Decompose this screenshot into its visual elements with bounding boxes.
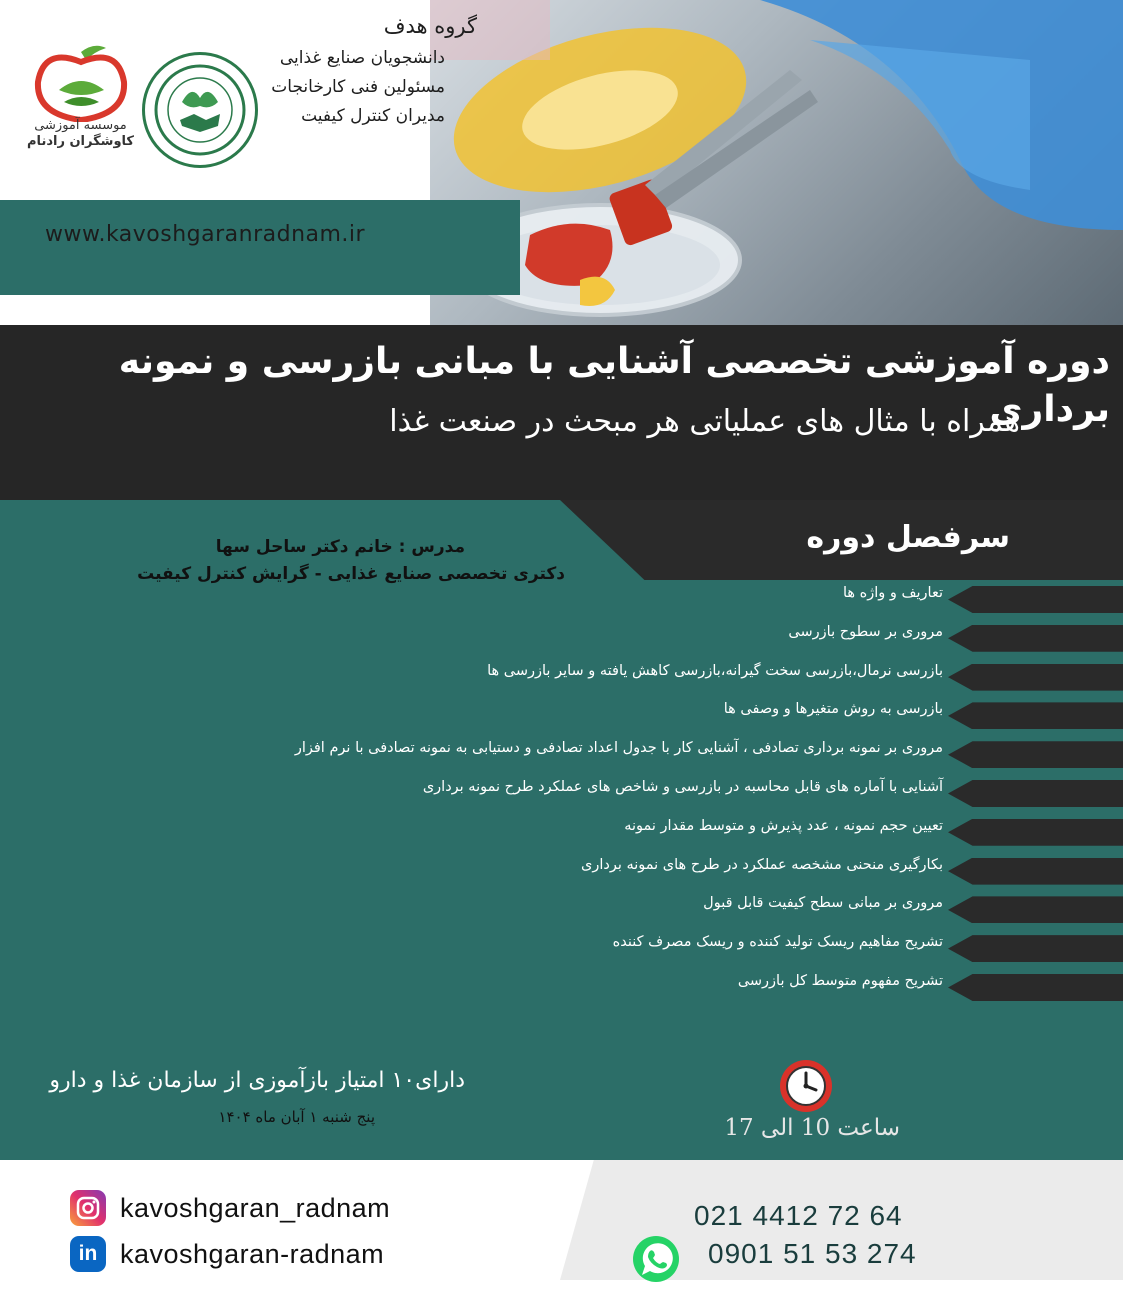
institute-name-line2: کاوشگران رادنام bbox=[27, 134, 134, 149]
syllabus-item-text: بازرسی نرمال،بازرسی سخت گیرانه،بازرسی کاهش یافته و سایر بازرسی ها bbox=[487, 662, 943, 679]
target-group-item: مسئولین فنی کارخانجات bbox=[271, 77, 445, 97]
target-group bbox=[230, 14, 485, 131]
instructor-name: مدرس : خانم دکتر ساحل سها bbox=[215, 537, 465, 557]
course-subtitle: همراه با مثال های عملیاتی هر مبحث در صنعت غذا bbox=[389, 404, 1020, 439]
syllabus-item bbox=[200, 621, 1123, 660]
arrow-marker-icon bbox=[948, 664, 1123, 691]
instagram-contact[interactable] bbox=[70, 1190, 390, 1226]
instagram-icon[interactable] bbox=[70, 1190, 106, 1226]
target-group-title: گروه هدف bbox=[383, 14, 477, 38]
syllabus-item-text: بکارگیری منحنی مشخصه عملکرد در طرح های نمونه برداری bbox=[580, 856, 943, 873]
arrow-marker-icon bbox=[948, 625, 1123, 652]
arrow-marker-icon bbox=[948, 974, 1123, 1001]
course-title: دوره آموزشی تخصصی آشنایی با مبانی بازرسی و نمونه برداری bbox=[118, 341, 1110, 430]
syllabus-item bbox=[200, 892, 1123, 931]
syllabus-item bbox=[200, 931, 1123, 970]
teal-header-strip bbox=[0, 200, 520, 295]
syllabus-item-text: مروری بر مبانی سطح کیفیت قابل قبول bbox=[703, 895, 943, 912]
syllabus-item-text: تعیین حجم نمونه ، عدد پذیرش و متوسط مقدار نمونه bbox=[624, 817, 943, 834]
linkedin-handle[interactable]: kavoshgaran-radnam bbox=[120, 1238, 385, 1269]
syllabus-list bbox=[200, 582, 1123, 1009]
linkedin-icon[interactable]: in bbox=[70, 1236, 106, 1272]
linkedin-contact[interactable] bbox=[70, 1236, 384, 1272]
syllabus-item bbox=[200, 698, 1123, 737]
syllabus-item bbox=[200, 660, 1123, 699]
lab-photo-illustration bbox=[430, 0, 1123, 330]
syllabus-item-text: مروری بر سطوح بازرسی bbox=[788, 623, 943, 640]
syllabus-title: سرفصل دوره bbox=[806, 520, 1010, 555]
arrow-marker-icon bbox=[948, 935, 1123, 962]
whatsapp-icon[interactable] bbox=[630, 1233, 682, 1285]
syllabus-item-text: آشنایی با آماره های قابل محاسبه در بازرسی و شاخص های عملکرد طرح نمونه برداری bbox=[422, 778, 943, 795]
header-photo-lab-sample bbox=[430, 0, 1123, 330]
arrow-marker-icon bbox=[948, 819, 1123, 846]
phone-number-mobile[interactable]: 0901 51 53 274 bbox=[708, 1238, 917, 1269]
syllabus-item bbox=[200, 582, 1123, 621]
syllabus-item-text: تشریح مفاهیم ریسک تولید کننده و ریسک مصرف کننده bbox=[612, 934, 943, 951]
arrow-marker-icon bbox=[948, 896, 1123, 923]
course-time: ساعت 10 الی 17 bbox=[724, 1115, 900, 1141]
arrow-marker-icon bbox=[948, 858, 1123, 885]
website-link[interactable]: www.kavoshgaranradnam.ir bbox=[45, 222, 366, 247]
target-group-item: مدیران کنترل کیفیت bbox=[301, 106, 445, 126]
training-points: دارای۱۰ امتیاز بازآموزی از سازمان غذا و دارو bbox=[49, 1068, 465, 1093]
course-date: پنج شنبه ۱ آبان ماه ۱۴۰۴ bbox=[218, 1108, 375, 1126]
arrow-marker-icon bbox=[948, 780, 1123, 807]
syllabus-item bbox=[200, 970, 1123, 1009]
clock-icon bbox=[778, 1058, 834, 1114]
instagram-handle[interactable]: kavoshgaran_radnam bbox=[120, 1192, 391, 1223]
institute-name-line1: موسسه آموزشی bbox=[34, 118, 127, 133]
institute-name bbox=[8, 118, 153, 150]
syllabus-item bbox=[200, 737, 1123, 776]
syllabus-item bbox=[200, 815, 1123, 854]
syllabus-item-text: تشریح مفهوم متوسط کل بازرسی bbox=[737, 972, 943, 989]
phone-number-landline[interactable]: 021 4412 72 64 bbox=[694, 1200, 903, 1231]
apple-logo-icon bbox=[24, 42, 139, 122]
syllabus-item bbox=[200, 776, 1123, 815]
arrow-marker-icon bbox=[948, 741, 1123, 768]
syllabus-item-text: تعاریف و واژه ها bbox=[842, 585, 943, 601]
instructor-degree: دکتری تخصصی صنایع غذایی - گرایش کنترل کیفیت bbox=[137, 564, 565, 584]
target-group-item: دانشجویان صنایع غذایی bbox=[279, 48, 445, 68]
syllabus-item-text: مروری بر نمونه برداری تصادفی ، آشنایی کار با جدول اعداد تصادفی و دستیابی به نمونه تصادفی با نرم افزار bbox=[294, 740, 943, 757]
arrow-marker-icon bbox=[948, 702, 1123, 729]
syllabus-item bbox=[200, 854, 1123, 893]
syllabus-item-text: بازرسی به روش متغیرها و وصفی ها bbox=[723, 701, 943, 718]
arrow-marker-icon bbox=[948, 586, 1123, 613]
